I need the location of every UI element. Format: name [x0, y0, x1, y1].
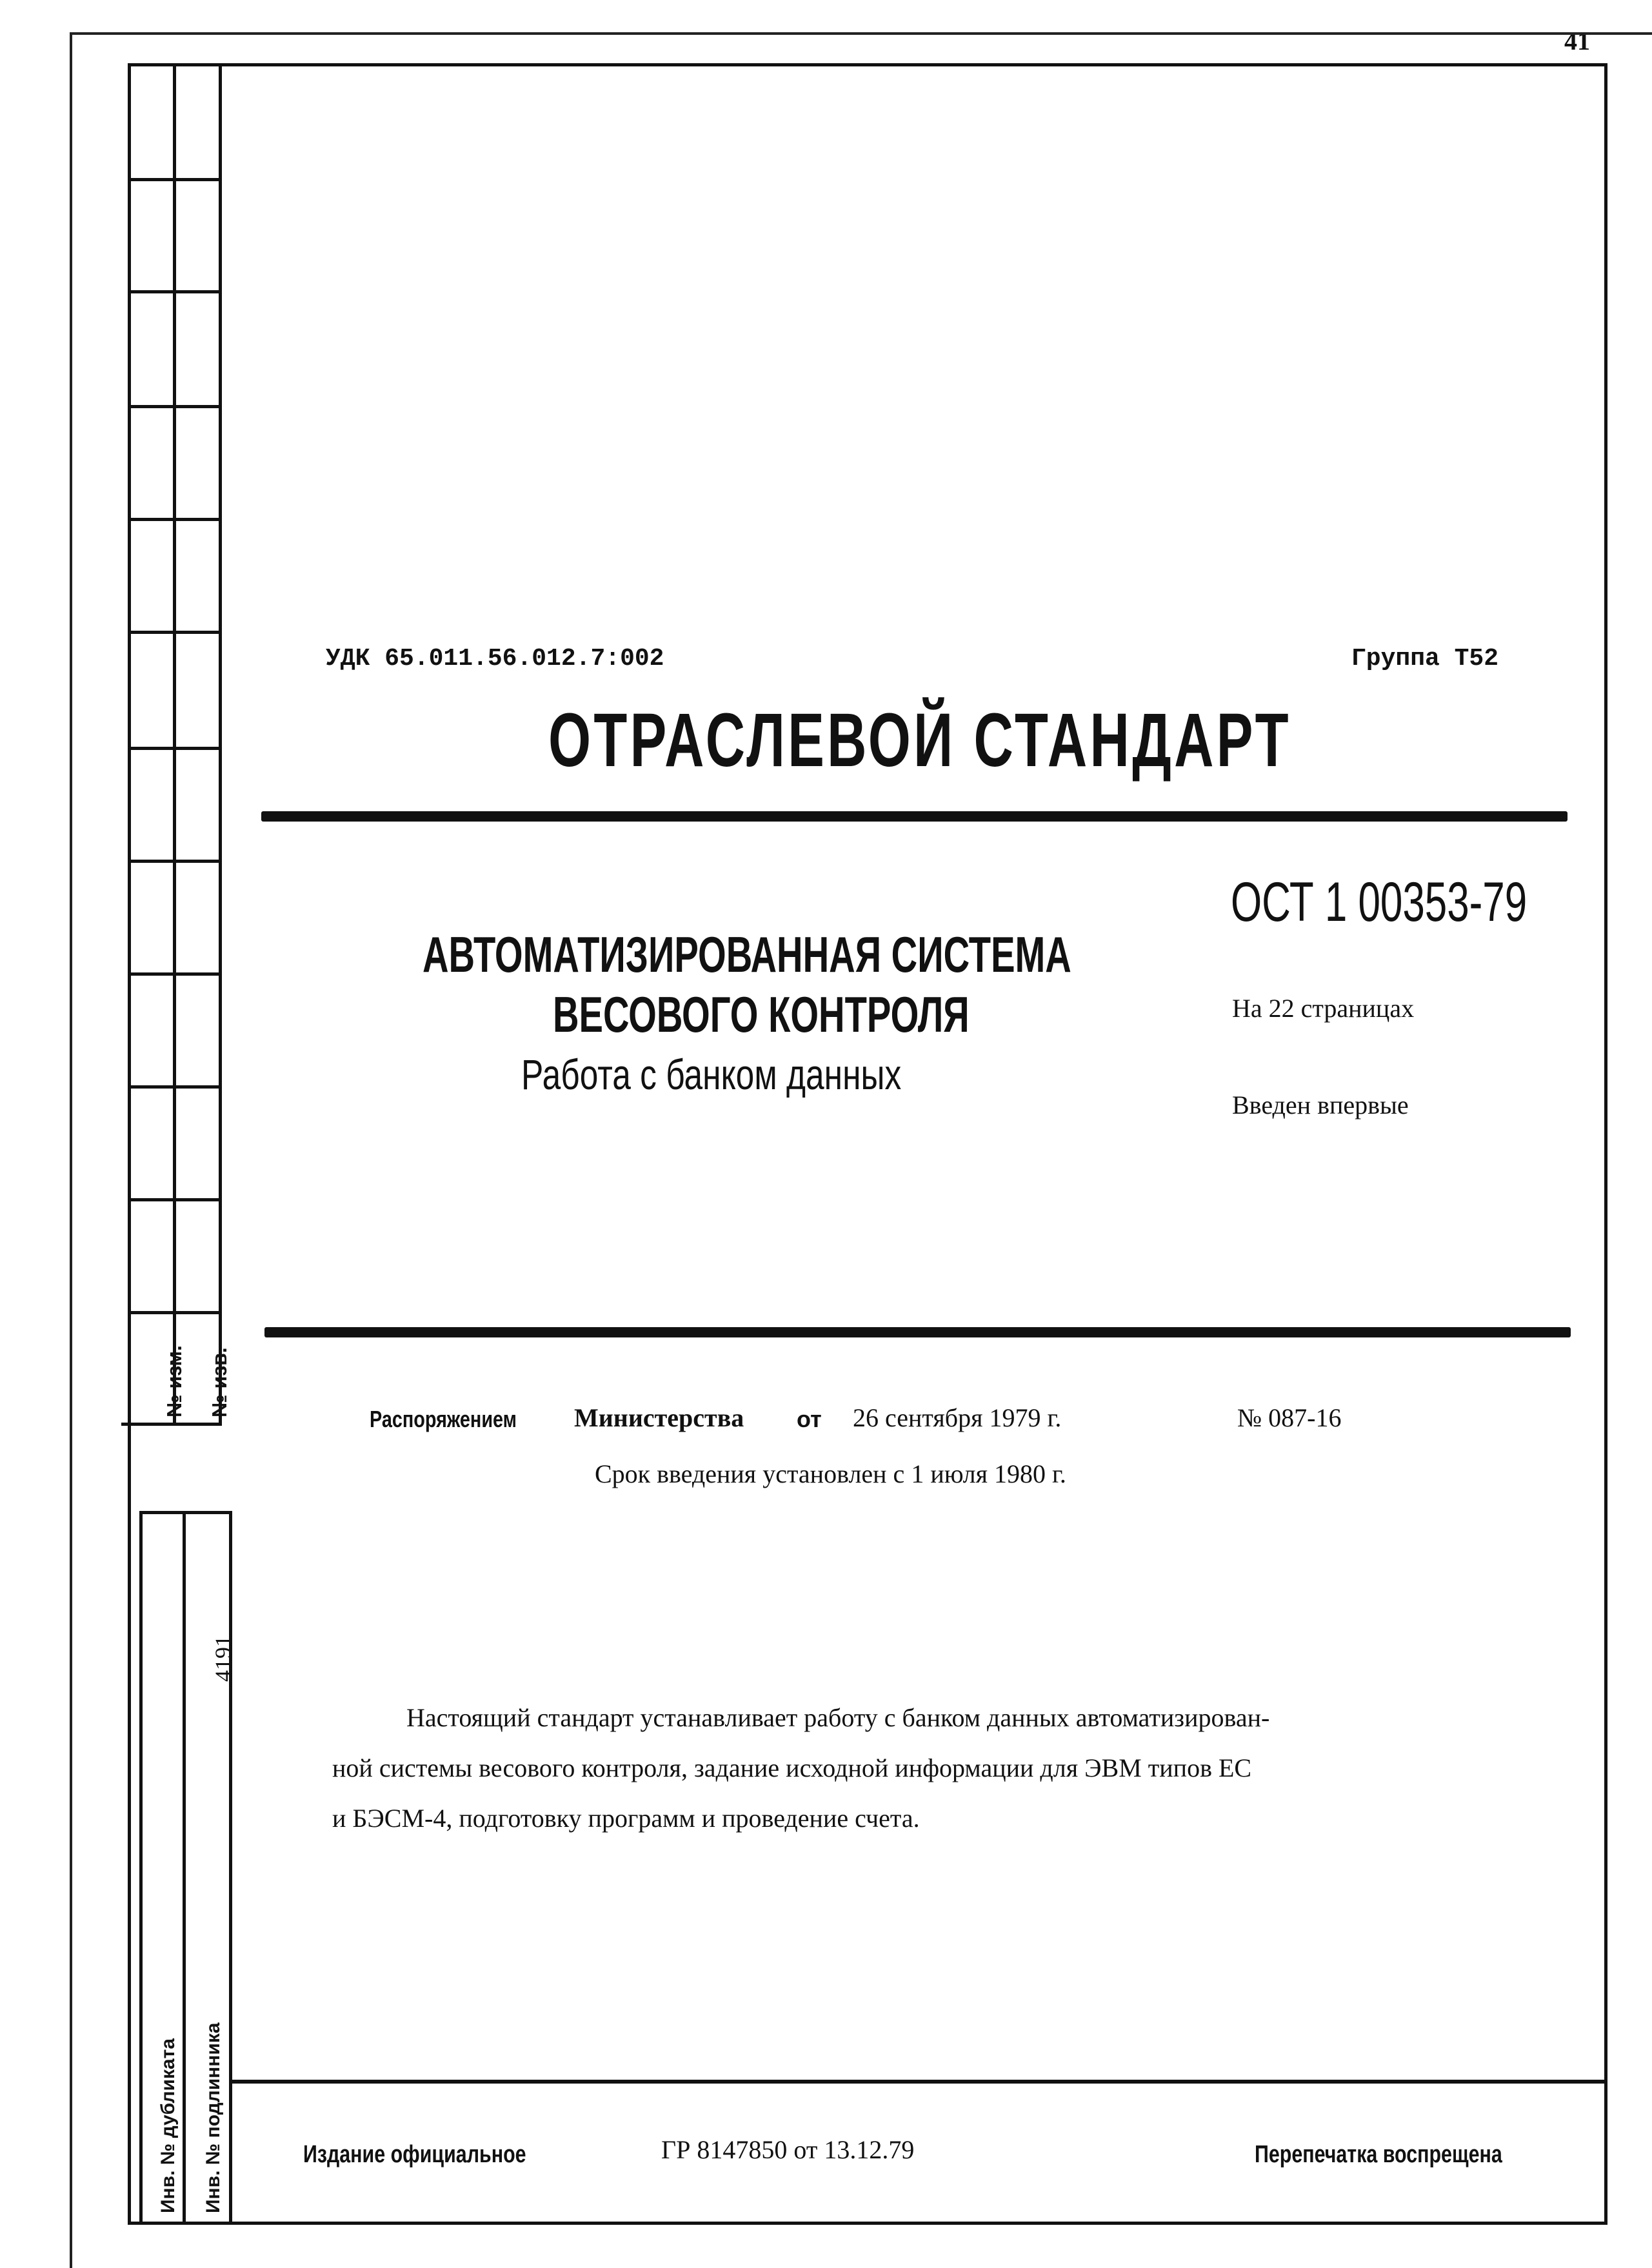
duplicate-inventory-label: Инв. № дубликата: [157, 2038, 179, 2213]
order-from: от: [797, 1406, 822, 1432]
page-count: На 22 страницах: [1232, 994, 1415, 1023]
standard-code: ОСТ 1 00353-79: [1231, 871, 1528, 933]
revision-margin-table: [128, 63, 222, 1425]
order-number: № 087-16: [1237, 1403, 1342, 1432]
original-inventory-number: 4191: [210, 1635, 236, 1682]
notice-number-label: № изв.: [208, 1347, 231, 1417]
introduction-status: Введен впервые: [1232, 1090, 1409, 1119]
document-title: ОТРАСЛЕВОЙ СТАНДАРТ: [548, 698, 1291, 783]
order-ministry: Министерства: [574, 1403, 744, 1432]
title-divider: [261, 811, 1567, 822]
order-label: Распоряжением: [370, 1406, 517, 1432]
scope-paragraph-line-3: и БЭСМ-4, подготовку программ и проведение счета.: [332, 1804, 920, 1833]
scope-paragraph-line-1: Настоящий стандарт устанавливает работу с банком данных автоматизирован-: [406, 1703, 1270, 1732]
original-inventory-label: Инв. № подлинника: [203, 2022, 224, 2213]
subject-line-3: Работа с банком данных: [521, 1050, 902, 1098]
official-edition-label: Издание официальное: [303, 2141, 526, 2168]
effective-date: Срок введения установлен с 1 июля 1980 г.: [595, 1459, 1066, 1488]
main-frame: [128, 63, 1607, 2225]
subject-divider: [264, 1327, 1571, 1337]
footer-divider: [232, 2080, 1606, 2084]
scope-paragraph-line-2: ной системы весового контроля, задание исходной информации для ЭВМ типов ЕС: [332, 1753, 1252, 1782]
subject-line-2: ВЕСОВОГО КОНТРОЛЯ: [553, 986, 970, 1043]
reprint-prohibited-label: Перепечатка воспрещена: [1255, 2141, 1502, 2168]
subject-line-1: АВТОМАТИЗИРОВАННАЯ СИСТЕМА: [423, 926, 1071, 983]
page-number: 41: [1564, 26, 1590, 55]
group-code: Группа Т52: [1351, 645, 1499, 673]
change-number-label: № изм.: [163, 1345, 186, 1417]
order-date: 26 сентября 1979 г.: [853, 1403, 1062, 1432]
udc-code: УДК 65.011.56.012.7:002: [326, 645, 664, 673]
registration-number: ГР 8147850 от 13.12.79: [661, 2135, 915, 2164]
